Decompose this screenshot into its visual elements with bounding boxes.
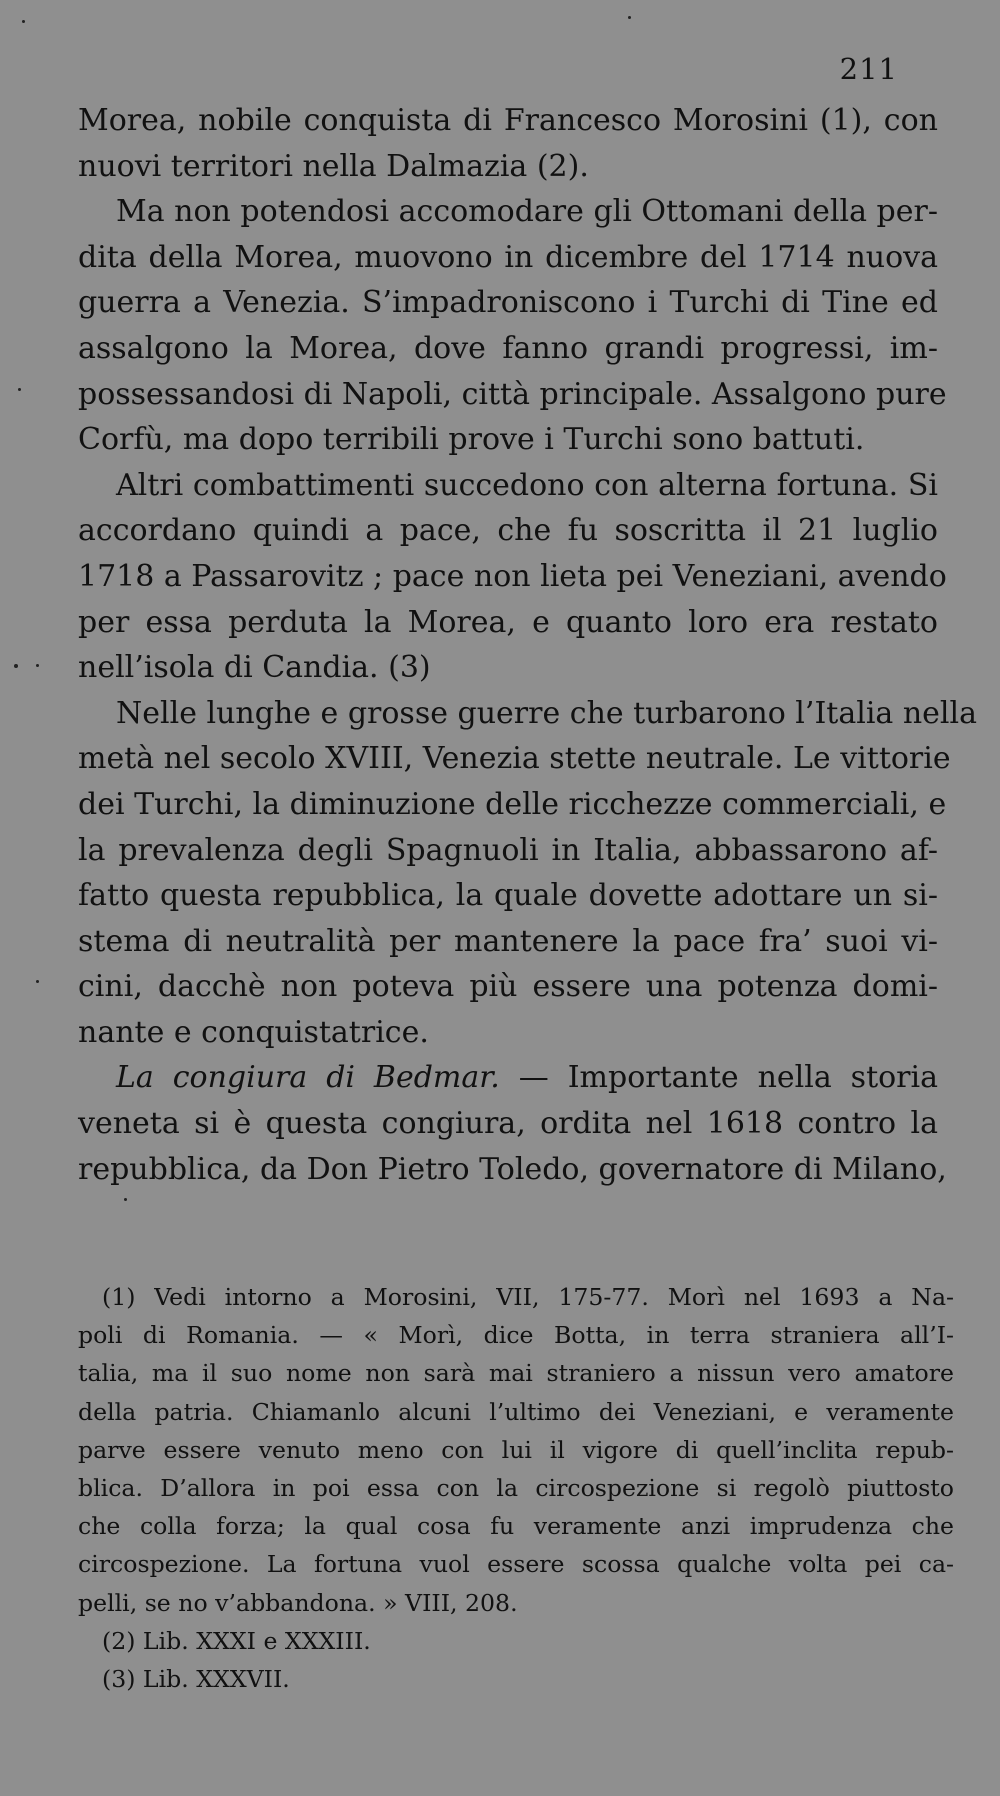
text-line: fatto questa repubblica, la quale dovette adottare un si- bbox=[78, 878, 938, 914]
footnote-line: pelli, se no v’abbandona. » VIII, 208. bbox=[78, 1588, 518, 1617]
text-line: Nelle lunghe e grosse guerre che turbarono l’Italia nella bbox=[116, 695, 977, 731]
section-heading-rest: — Importante nella storia bbox=[499, 1060, 939, 1096]
text-line: Altri combattimenti succedono con alterna fortuna. Si bbox=[116, 467, 938, 503]
footnote-line: (1) Vedi intorno a Morosini, VII, 175-77. Morì nel 1693 a Na- bbox=[102, 1283, 954, 1311]
text-line: Ma non potendosi accomodare gli Ottomani della per- bbox=[116, 194, 938, 230]
text-line: Morea, nobile conquista di Francesco Morosini (1), con bbox=[78, 103, 938, 138]
text-line: repubblica, da Don Pietro Toledo, governatore di Milano, bbox=[78, 1151, 947, 1187]
text-line: dita della Morea, muovono in dicembre del 1714 nuova bbox=[78, 239, 938, 275]
text-line: dei Turchi, la diminuzione delle ricchezze commerciali, e bbox=[78, 786, 947, 822]
footnote-line: che colla forza; la qual cosa fu veramente anzi imprudenza che bbox=[78, 1512, 954, 1541]
footnote-line: circospezione. La fortuna vuol essere scossa qualche volta pei ca- bbox=[78, 1550, 954, 1579]
text-line: accordano quindi a pace, che fu soscritta il 21 luglio bbox=[78, 513, 938, 549]
footnote-line: blica. D’allora in poi essa con la circospezione si regolò piuttosto bbox=[78, 1473, 954, 1502]
section-heading-line bbox=[78, 1055, 938, 1101]
section-body bbox=[78, 1101, 947, 1192]
text-line: Corfù, ma dopo terribili prove i Turchi sono battuti. bbox=[78, 422, 865, 458]
footnote-line: talia, ma il suo nome non sarà mai straniero a nissun vero amatore bbox=[78, 1359, 954, 1388]
text-line: nuovi territori nella Dalmazia (2). bbox=[78, 148, 589, 184]
footnotes bbox=[78, 1278, 954, 1698]
footnote-line: poli di Romania. — « Morì, dice Botta, in terra straniera all’I- bbox=[78, 1321, 954, 1350]
text-line: possessandosi di Napoli, città principale. Assalgono pure bbox=[78, 376, 947, 412]
text-line: stema di neutralità per mantenere la pace fra’ suoi vi- bbox=[78, 923, 938, 959]
text-line: veneta si è questa congiura, ordita nel 1618 contro la bbox=[78, 1106, 938, 1142]
text-line: assalgono la Morea, dove fanno grandi progressi, im- bbox=[78, 330, 938, 366]
text-line: 1718 a Passarovitz ; pace non lieta pei Veneziani, avendo bbox=[78, 558, 947, 594]
text-line: metà nel secolo XVIII, Venezia stette neutrale. Le vittorie bbox=[78, 741, 951, 777]
footnote-line: (2) Lib. XXXI e XXXIII. bbox=[102, 1626, 371, 1655]
footnote-line: parve essere venuto meno con lui il vigore di quell’inclita repub- bbox=[78, 1435, 954, 1464]
text-line: per essa perduta la Morea, e quanto loro era restato bbox=[78, 604, 938, 640]
section-heading-title: La congiura di Bedmar. bbox=[116, 1060, 500, 1096]
text-line: la prevalenza degli Spagnuoli in Italia, abbassarono af- bbox=[78, 832, 938, 868]
body-paragraphs bbox=[78, 98, 977, 1055]
text-line: cini, dacchè non poteva più essere una potenza domi- bbox=[78, 969, 938, 1005]
text-line: guerra a Venezia. S’impadroniscono i Turchi di Tine ed bbox=[78, 285, 938, 321]
main-text bbox=[78, 98, 977, 1192]
text-line: nante e conquistatrice. bbox=[78, 1014, 429, 1050]
text-line: nell’isola di Candia. (3) bbox=[78, 650, 431, 686]
footnote-line: della patria. Chiamanlo alcuni l’ultimo dei Veneziani, e veramente bbox=[78, 1397, 954, 1426]
page-number: 211 bbox=[839, 52, 898, 86]
footnote-line: (3) Lib. XXXVII. bbox=[102, 1664, 290, 1693]
